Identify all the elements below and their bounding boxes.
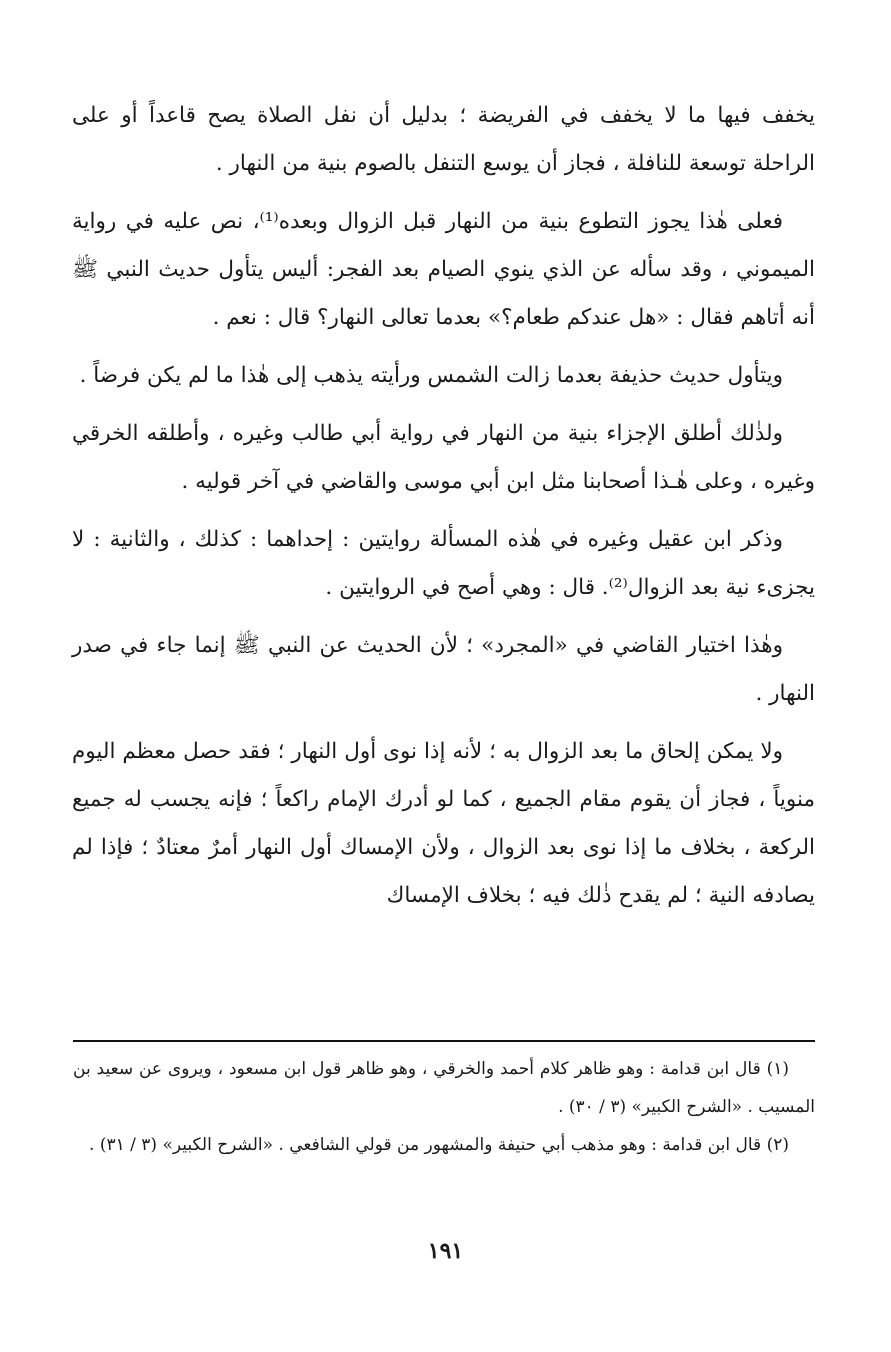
footnotes: [73, 1050, 815, 1164]
main-text: [72, 92, 815, 930]
footnote-1: (١) قال ابن قدامة : وهو ظاهر كلام أحمد والخرقي ، وهو ظاهر قول ابن مسعود ، ويروى عن سعيد بن المسيب . «الشرح الكبير» (٣ / ٣٠) .: [73, 1059, 815, 1117]
page-number: ١٩١: [427, 1238, 464, 1264]
footnote-divider: [73, 1040, 815, 1042]
paragraph-1: يخفف فيها ما لا يخفف في الفريضة ؛ بدليل أن نفل الصلاة يصح قاعداً أو على الراحلة توسعة للنافلة ، فجاز أن يوسع التنفل بالصوم بنية من النهار .: [72, 103, 815, 176]
paragraph-4: ولذٰلك أطلق الإجزاء بنية من النهار في رواية أبي طالب وغيره ، وأطلقه الخرقي وغيره ، وعلى هٰـذا أصحابنا مثل ابن أبي موسى والقاضي في آخر قوليه .: [72, 421, 815, 494]
paragraph-6: وهٰذا اختيار القاضي في «المجرد» ؛ لأن الحديث عن النبي ﷺ إنما جاء في صدر النهار .: [72, 633, 815, 706]
paragraph-7: ولا يمكن إلحاق ما بعد الزوال به ؛ لأنه إذا نوى أول النهار ؛ فقد حصل معظم اليوم منوياً ، فجاز أن يقوم مقام الجميع ، كما لو أدرك الإمام راكعاً ؛ فإنه يجسب له جميع الركعة ، بخلاف ما إذا نوى بعد الزوال ، ولأن الإمساك أول النهار أمرٌ معتادٌ ؛ فإذا لم يصادفه النية ؛ لم يقدح ذٰلك فيه ؛ بخلاف الإمساك: [72, 739, 815, 908]
paragraph-3: ويتأول حديث حذيفة بعدما زالت الشمس ورأيته يذهب إلى هٰذا ما لم يكن فرضاً .: [79, 363, 783, 388]
paragraph-2: فعلى هٰذا يجوز التطوع بنية من النهار قبل الزوال وبعده⁽¹⁾، نص عليه في رواية الميموني ، وقد سأله عن الذي ينوي الصيام بعد الفجر: أليس يتأول حديث النبي ﷺ أنه أتاهم فقال : «هل عندكم طعام؟» بعدما تعالى النهار؟ قال : نعم .: [72, 209, 815, 330]
paragraph-5: وذكر ابن عقيل وغيره في هٰذه المسألة روايتين : إحداهما : كذلك ، والثانية : لا يجزىء نية بعد الزوال⁽²⁾. قال : وهي أصح في الروايتين .: [72, 527, 815, 600]
footnote-2: (٢) قال ابن قدامة : وهو مذهب أبي حنيفة والمشهور من قولي الشافعي . «الشرح الكبير» (٣ / ٣١) .: [89, 1135, 789, 1155]
